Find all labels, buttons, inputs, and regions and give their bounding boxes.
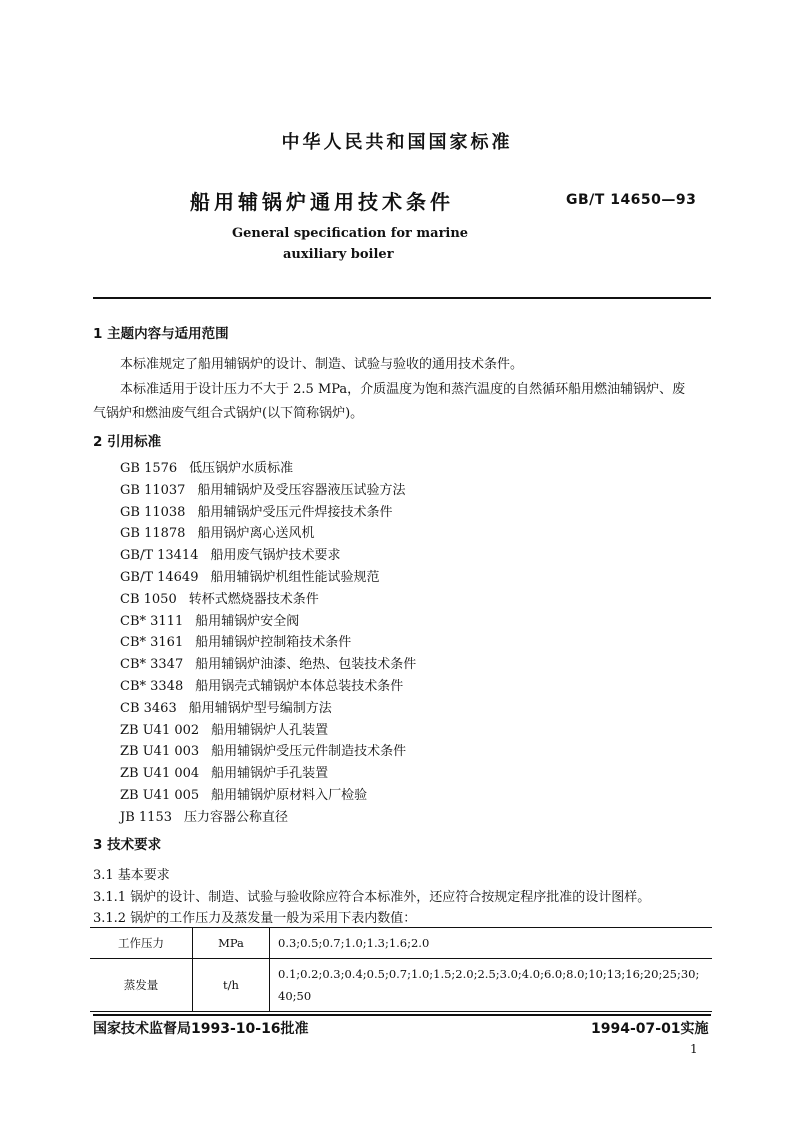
- reference-code: CB* 3111: [120, 613, 184, 629]
- reference-title: 船用辅锅炉原材料入厂检验: [211, 787, 368, 803]
- reference-item: [120, 785, 416, 807]
- reference-item: [120, 545, 416, 567]
- reference-item: [120, 720, 416, 742]
- table-cell-unit: t/h: [193, 959, 270, 1012]
- table-cell-values: 0.3;0.5;0.7;1.0;1.3;1.6;2.0: [270, 928, 713, 959]
- section-1-paragraph-1: 本标准规定了船用辅锅炉的设计、制造、试验与验收的通用技术条件。: [120, 357, 524, 372]
- header-divider: [93, 297, 711, 299]
- section-2-heading: 2 引用标准: [93, 434, 162, 450]
- reference-title: 船用辅锅炉机组性能试验规范: [210, 569, 380, 585]
- reference-item: [120, 611, 416, 633]
- table-row: [90, 928, 712, 959]
- reference-title: 船用辅锅炉控制箱技术条件: [195, 635, 352, 651]
- section-3-heading: 3 技术要求: [93, 837, 162, 853]
- reference-code: CB 1050: [120, 591, 177, 607]
- reference-code: ZB U41 004: [120, 766, 200, 782]
- reference-item: [120, 567, 416, 589]
- reference-title: 船用辅锅炉型号编制方法: [188, 700, 332, 716]
- reference-title: 低压锅炉水质标准: [189, 461, 294, 476]
- reference-code: CB* 3347: [120, 657, 184, 673]
- reference-item: [120, 523, 416, 545]
- reference-item: [120, 698, 416, 720]
- reference-item: [120, 763, 416, 785]
- clause-3-1-2: 3.1.2 锅炉的工作压力及蒸发量一般为采用下表内数值：: [93, 911, 417, 926]
- reference-title: 船用辅锅炉及受压容器液压试验方法: [197, 482, 406, 498]
- reference-item: [120, 502, 416, 524]
- reference-code: GB 11038: [120, 504, 186, 520]
- reference-code: GB 11878: [120, 526, 186, 542]
- reference-code: GB 11037: [120, 482, 186, 498]
- reference-item: [120, 480, 416, 502]
- reference-title: 船用辅锅炉安全阀: [195, 613, 300, 629]
- table-row: [90, 959, 712, 1012]
- reference-list: [120, 458, 416, 829]
- reference-item: [120, 676, 416, 698]
- reference-code: ZB U41 005: [120, 787, 200, 803]
- reference-item: [120, 807, 416, 829]
- reference-title: 船用辅锅炉手孔装置: [211, 766, 329, 782]
- clause-3-1: 3.1 基本要求: [93, 868, 170, 883]
- reference-title: 船用废气锅炉技术要求: [210, 548, 341, 564]
- reference-item: [120, 632, 416, 654]
- reference-title: 船用辅锅炉受压元件焊接技术条件: [197, 504, 393, 520]
- table-cell-unit: MPa: [193, 928, 270, 959]
- reference-code: ZB U41 003: [120, 744, 200, 760]
- reference-title: 压力容器公称直径: [183, 809, 288, 825]
- reference-code: GB 1576: [120, 461, 178, 476]
- clause-3-1-1: 3.1.1 锅炉的设计、制造、试验与验收除应符合本标准外，还应符合按规定程序批准的设计图样。: [93, 890, 651, 905]
- page-number: 1: [690, 1042, 698, 1056]
- reference-code: GB/T 14649: [120, 569, 199, 585]
- document-title: 船用辅锅炉通用技术条件: [190, 190, 454, 214]
- english-title-line-2: auxiliary boiler: [283, 247, 394, 262]
- section-1-heading: 1 主题内容与适用范围: [93, 326, 229, 342]
- reference-item: [120, 589, 416, 611]
- reference-code: CB* 3348: [120, 678, 184, 694]
- reference-code: ZB U41 002: [120, 722, 200, 738]
- approval-note: 国家技术监督局1993-10-16批准: [93, 1021, 309, 1037]
- reference-code: JB 1153: [120, 809, 172, 825]
- standard-number: GB/T 14650—93: [566, 192, 697, 208]
- national-standard-heading: 中华人民共和国国家标准: [281, 132, 513, 153]
- pressure-evaporation-table: [90, 927, 712, 1012]
- implementation-date: 1994-07-01实施: [591, 1021, 709, 1037]
- reference-title: 船用辅锅炉油漆、绝热、包装技术条件: [195, 657, 417, 673]
- reference-item: [120, 458, 416, 480]
- section-1-paragraph-2-line-1: 本标准适用于设计压力不大于 2.5 MPa，介质温度为饱和蒸汽温度的自然循环船用燃油辅锅炉、废: [120, 382, 686, 397]
- reference-item: [120, 741, 416, 763]
- reference-code: CB* 3161: [120, 635, 184, 651]
- reference-title: 船用辅锅炉受压元件制造技术条件: [211, 744, 407, 760]
- reference-title: 船用锅炉离心送风机: [197, 526, 315, 542]
- section-1-paragraph-2-line-2: 气锅炉和燃油废气组合式锅炉(以下简称锅炉)。: [93, 406, 364, 421]
- reference-title: 船用锅壳式辅锅炉本体总装技术条件: [195, 678, 404, 694]
- reference-code: GB/T 13414: [120, 548, 199, 564]
- footer-divider: [93, 1014, 711, 1016]
- table-cell-values: 0.1;0.2;0.3;0.4;0.5;0.7;1.0;1.5;2.0;2.5;3.0;4.0;6.0;8.0;10;13;16;20;25;30;40;50: [270, 959, 713, 1012]
- english-title-line-1: General specification for marine: [232, 226, 469, 241]
- reference-title: 船用辅锅炉人孔装置: [211, 722, 329, 738]
- table-cell-label: 工作压力: [90, 928, 193, 959]
- table-cell-label: 蒸发量: [90, 959, 193, 1012]
- reference-item: [120, 654, 416, 676]
- reference-title: 转杯式燃烧器技术条件: [188, 591, 319, 607]
- reference-code: CB 3463: [120, 700, 177, 716]
